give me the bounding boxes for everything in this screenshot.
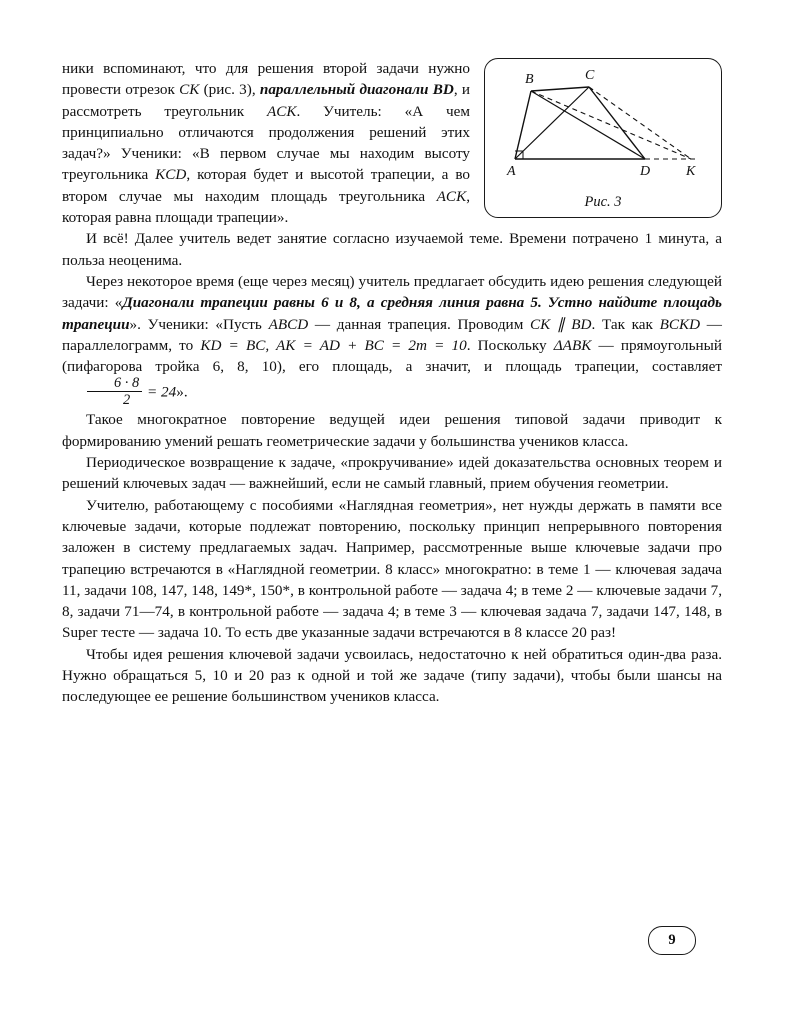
figure-3: [484, 58, 722, 218]
paragraph: [62, 495, 722, 644]
text-run: CK: [179, 81, 200, 99]
text-run: BCKD: [659, 315, 701, 333]
text-run: , и рассмотреть треугольник: [62, 81, 470, 120]
text-run: ΔABK: [553, 336, 592, 354]
inline-formula: [62, 377, 176, 409]
text-run: параллельный диагонали BD: [259, 81, 454, 99]
paragraph: [62, 409, 722, 452]
formula-denominator: 2: [87, 391, 142, 408]
text-run: ». Ученики: «Пусть: [129, 315, 269, 333]
text-run: Такое многократное повторение ведущей идеи решения типовой задачи приводит к формированию умений решать геометрические задачи у большинства учеников класса.: [62, 411, 722, 450]
paragraph: [62, 271, 722, 409]
text-run: Учителю, работающему с пособиями «Наглядная геометрия», нет нужды держать в памяти все ключевые задачи, которые подлежат повторению, поскольку принцип непрерывного повторения заложен в систему предлагаемых задач. Например, рассмотренные выше ключевые задачи про трапецию встречаются в «Наглядной геометрии. 8 класс» многократно: в теме 1 — ключевая задача 11, задачи 108, 147, 148, 149*, 150*, в контрольной работе — задача 4; в теме 2 — ключевые задачи 7, 8, задачи 71—74, в контрольной работе — задача 4; в теме 3 — ключевая задача 7, задачи 147, 148, в Super тесте — задача 10. То есть две указанные задачи встречаются в 8 классе 20 раз!: [62, 496, 722, 642]
text-run: Диагонали трапеции равны 6 и 8, а средняя линия равна 5. Устно найдите площадь трапеции: [62, 294, 722, 333]
text-run: . Учитель: «А чем принципиально отличаются продолжения решений этих задач?» Ученики: «В первом случае мы находим высоту треугольника: [62, 102, 470, 184]
figure-label-B: B: [525, 72, 534, 87]
page-content: [62, 58, 722, 708]
text-run: Чтобы идея решения ключевой задачи усвоилась, недостаточно к ней обратиться один-два раза. Нужно обращаться 5, 10 и 20 раз к одной и той же задаче (типу задачи), чтобы были шансы на последующее ее решение большинством учеников класса.: [62, 645, 722, 706]
paragraph: [62, 228, 722, 271]
text-run: Через некоторое время (еще через месяц) учитель предлагает обсудить идею решения следующей задачи: «: [62, 272, 722, 312]
text-run: ACK: [266, 102, 297, 120]
paragraph: [62, 452, 722, 495]
figure-label-D: D: [640, 164, 651, 179]
text-run: (рис. 3),: [199, 81, 260, 99]
paragraph: [62, 644, 722, 708]
text-run: — прямоугольный (пифагорова тройка 6, 8, 10), его площадь, а значит, и площадь трапеции, составляет: [62, 336, 722, 376]
page-number: 9: [648, 926, 696, 955]
text-run: , которая будет и высотой трапеции, а во втором случае мы находим площадь треугольника: [62, 166, 470, 205]
text-run: , которая равна площади трапеции».: [62, 187, 470, 227]
formula-numerator: 6 · 8: [114, 375, 140, 392]
text-run: ABCD: [268, 315, 309, 333]
formula-result: = 24: [143, 383, 177, 401]
text-run: — данная трапеция. Проводим: [308, 315, 530, 333]
figure-label-C: C: [585, 68, 595, 83]
text-run: CK ∥ BD: [530, 315, 592, 333]
text-run: — параллелограмм, то: [62, 315, 722, 354]
text-run: KCD: [155, 166, 187, 184]
figure-caption: Рис. 3: [584, 194, 622, 210]
text-run: ники вспоминают, что для решения второй задачи нужно провести отрезок: [62, 60, 470, 99]
text-run: Периодическое возвращение к задаче, «прокручивание» идей доказательства основных теорем и решений ключевых задач — важнейший, если не самый главный, прием обучения геометрии.: [62, 454, 722, 493]
text-run: И всё! Далее учитель ведет занятие согласно изучаемой теме. Времени потрачено 1 минута, а польза неоценима.: [62, 230, 722, 269]
figure-label-K: K: [686, 164, 696, 179]
text-run: . Так как: [591, 315, 660, 333]
text-run: ».: [176, 383, 188, 401]
text-run: KD = BC, AK = AD + BC = 2m = 10: [200, 336, 467, 354]
text-run: ACK: [436, 187, 467, 205]
figure-label-A: A: [507, 164, 516, 179]
text-run: . Поскольку: [466, 336, 554, 354]
